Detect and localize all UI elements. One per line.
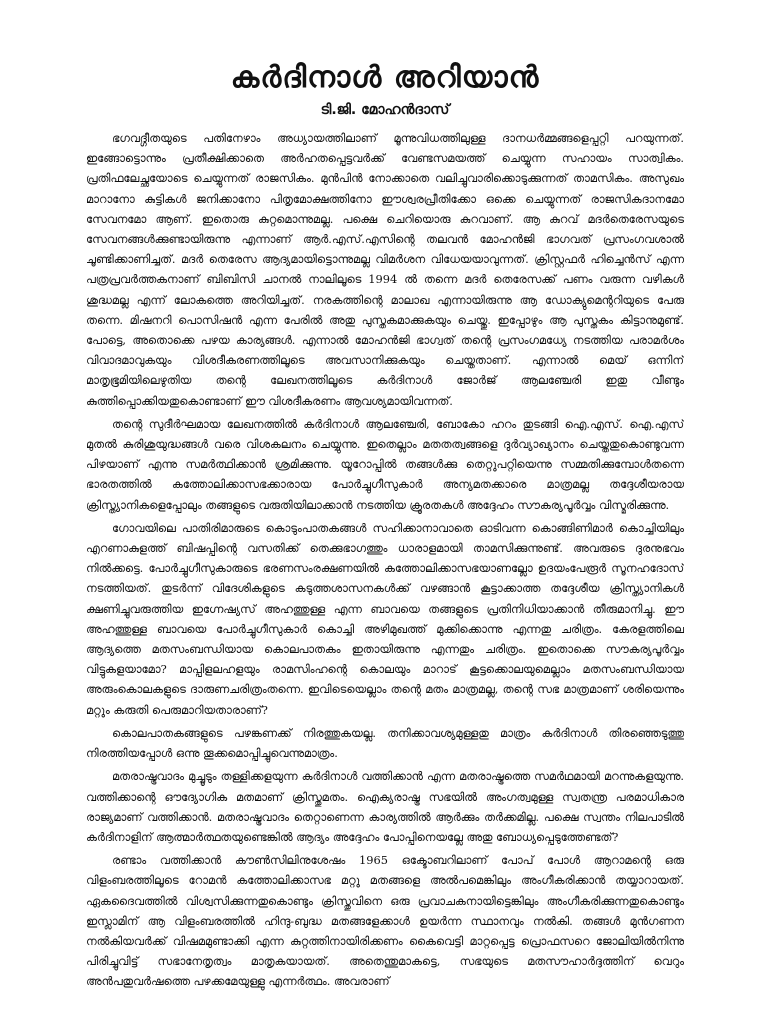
article-author: ടി.ജി. മോഹൻദാസ് (320, 102, 450, 118)
paragraph: ഗോവയിലെ പാതിരിമാരുടെ കൊടുംപാതകങ്ങൾ സഹിക്കാനാവാതെ ഓടിവന്ന കൊങ്ങിണിമാർ കൊച്ചിയിലും എറണാകുളത്ത് ബിഷപ്പിന്റെ വസതിക്ക് തെക്കുഭാഗത്തും ധാരാളമായി താമസിക്കുന്നുണ്ട്. അവരുടെ ദുരനുഭവം നിൽക്കട്ടെ. പോർച്ചുഗീസുകാരുടെ ഭരണസംരക്ഷണയിൽ കത്തോലിക്കാസഭയാണല്ലോ ഉദയംപേരൂർ സൂനഹദോസ് നടത്തിയത്. തുടർന്ന് വിദേശികളുടെ കടുത്തശാസനകൾക്ക് വഴങ്ങാൻ കൂട്ടാക്കാത്ത തദ്ദേശീയ ക്രിസ്ത്യാനികൾ ക്ഷണിച്ചുവരുത്തിയ ഇഗ്നേഷ്യസ് അഹത്തുള്ള എന്ന ബാവയെ തങ്ങളുടെ പ്രതിനിധിയാക്കാൻ തീരുമാനിച്ചു. ഈ അഹത്തുള്ള ബാവയെ പോർച്ചുഗീസുകാർ കൊച്ചി അഴിമുഖത്ത് മുക്കിക്കൊന്നു എന്നതു ചരിത്രം. കേരളത്തിലെ ആദ്യത്തെ മതസംബന്ധിയായ കൊലപാതകം ഇതായിരുന്നു എന്നതും ചരിത്രം. ഇതൊക്കെ സൗകര്യപൂർവ്വം വിട്ടുകളയാമോ? മാപ്പിളലഹളയും രാമസിംഹന്റെ കൊലയും മാറാട് കൂട്ടക്കൊലയുമെല്ലാം മതസംബന്ധിയായ അരുംകൊലകളുടെ ദാരുണചരിത്രംതന്നെ. ഇവിടെയെല്ലാം തന്റെ മതം മാത്രമല്ല, തന്റെ സഭ മാത്രമാണ് ശരിയെന്നും മറ്റും കരുതി പെരുമാറിയതാരാണ്? (86, 520, 684, 717)
paragraph: രണ്ടാം വത്തിക്കാൻ കൗൺസിലിനുശേഷം 1965 ഒക്ടോബറിലാണ് പോപ് പോൾ ആറാമന്റെ ഒരു വിളംബരത്തിലൂടെ റോമൻ കത്തോലിക്കാസഭ മറ്റു മതങ്ങളെ അൽപമെങ്കിലും അംഗീകരിക്കാൻ തയ്യാറായത്. ഏകദൈവത്തിൽ വിശ്വസിക്കുന്നതുകൊണ്ടും ക്രിസ്തുവിനെ ഒരു പ്രവാചകനായിട്ടെങ്കിലും അംഗീകരിക്കുന്നതുകൊണ്ടും ഇസ്ലാമിന് ആ വിളംബരത്തിൽ ഹിന്ദു-ബുദ്ധ മതങ്ങളേക്കാൾ ഉയർന്ന സ്ഥാനവും നൽകി. തങ്ങൾ മുൻഗണന നൽകിയവർക്ക് വിഷമമുണ്ടാക്കി എന്ന കുറ്റത്തിനായിരിക്കണം കൈവെട്ടി മാറ്റപ്പെട്ട പ്രൊഫസറെ ജോലിയിൽനിന്നു പിരിച്ചുവിട്ട് സഭാനേതൃത്വം മാതൃകയായത്. അതെന്തുമാകട്ടെ, സഭയുടെ മതസൗഹാർദ്ദത്തിന് വെറും അൻപതുവർഷത്തെ പഴക്കമേയുള്ളു എന്നർത്ഥം. അവരാണ് (86, 853, 684, 989)
article-page (86, 58, 684, 1016)
paragraph: മതരാഷ്ട്രവാദം മുച്ചൂടും തള്ളിക്കളയുന്ന കർദിനാൾ വത്തിക്കാൻ എന്ന മതരാഷ്ട്രത്തെ സമർഥമായി മറന്നുകളയുന്നു. വത്തിക്കാന്റെ ഔദ്യോഗിക മതമാണ് ക്രിസ്തുമതം. ഐക്യരാഷ്ട്ര സഭയിൽ അംഗത്വമുള്ള സ്വതന്ത്ര പരമാധികാര രാജ്യമാണ് വത്തിക്കാൻ. മതരാഷ്ട്രവാദം തെറ്റാണെന്ന കാര്യത്തിൽ ആർക്കും തർക്കമില്ല. പക്ഷെ സ്വന്തം നിലപാടിൽ കർദിനാളിന് ആത്മാർത്ഥതയുണ്ടെങ്കിൽ ആദ്യം അദ്ദേഹം പോപ്പിനെയല്ലേ അതു ബോധ്യപ്പെടുത്തേണ്ടത്? (86, 769, 684, 844)
article-title: കർദിനാൾ അറിയാൻ (230, 60, 540, 95)
paragraph: തന്റെ സുദീർഘമായ ലേഖനത്തിൽ കർദിനാൾ ആലഞ്ചേരി, ബോകോ ഹറം തുടങ്ങി ഐ.എസ്. ഐ.എസ് മുതൽ കുരിശുയുദ്ധങ്ങൾ വരെ വിശകലനം ചെയ്യുന്നു. ഇതെല്ലാം മതതത്വങ്ങളെ ദുർവ്യാഖ്യാനം ചെയ്തതുകൊണ്ടുവന്ന പിഴയാണ് എന്നു സമർത്ഥിക്കാൻ ശ്രമിക്കുന്നു. യൂറോപ്പിൽ തങ്ങൾക്കു തെറ്റുപറ്റിയെന്നു സമ്മതിക്കുമ്പോൾതന്നെ ഭാരതത്തിൽ കത്തോലിക്കാസഭക്കാരായ പോർച്ചുഗീസുകാർ അന്യമതക്കാരെ മാത്രമല്ല തദ്ദേശീയരായ ക്രിസ്ത്യാനികളെപ്പോലും തങ്ങളുടെ വരുതിയിലാക്കാൻ നടത്തിയ ക്രൂരതകൾ അദ്ദേഹം സൗകര്യപൂർവ്വം വിസ്മരിക്കുന്നു. (86, 416, 684, 512)
paragraph: ഭഗവദ്ഗീതയുടെ പതിനേഴാം അധ്യായത്തിലാണ് മൂന്നുവിധത്തിലുള്ള ദാനധർമ്മങ്ങളെപ്പറ്റി പറയുന്നത്. ഇങ്ങോട്ടൊന്നും പ്രതീക്ഷിക്കാതെ അർഹതപ്പെട്ടവർക്ക് വേണ്ടസമയത്ത് ചെയ്യുന്ന സഹായം സാത്വികം. പ്രതിഫലേച്ഛയോടെ ചെയ്യുന്നത് രാജസികം. മുൻപിൻ നോക്കാതെ വലിച്ചുവാരിക്കൊടുക്കുന്നത് താമസികം. അസുഖം മാറാനോ കുട്ടികൾ ജനിക്കാനോ പിതൃമോക്ഷത്തിനോ ഈശ്വരപ്രീതിക്കോ ഒക്കെ ചെയ്യുന്നത് രാജസികദാനമോ സേവനമോ ആണ്. ഇതൊരു കുറ്റമൊന്നുമല്ല. പക്ഷെ ചെറിയൊരു കുറവാണ്. ആ കുറവ് മദർതെരേസയുടെ സേവനങ്ങൾക്കുണ്ടായിരുന്നു എന്നാണ് ആർ.എസ്.എസിന്റെ തലവൻ മോഹൻജി ഭാഗവത് പ്രസംഗവശാൽ ചൂണ്ടിക്കാണിച്ചത്. മദർ തെരേസ ആദ്യമായിട്ടൊന്നുമല്ല വിമർശന വിധേയയാവുന്നത്. ക്രിസ്റ്റഫർ ഹിച്ചെൻസ് എന്ന പത്രപ്രവർത്തകനാണ് ബിബിസി ചാനൽ നാലിലൂടെ 1994 ൽ തന്നെ മദർ തെരേസക്ക് പണം വരുന്ന വഴികൾ ശുദ്ധമല്ല എന്ന് ലോകത്തെ അറിയിച്ചത്. നരകത്തിന്റെ മാലാഖ എന്നായിരുന്നു ആ ഡോക്യുമെന്ററിയുടെ പേരു തന്നെ. മിഷനറി പൊസിഷൻ എന്ന പേരിൽ അതു പുസ്തകമാക്കുകയും ചെയ്തു. ഇപ്പോഴും ആ പുസ്തകം കിട്ടാനുമുണ്ട്. പോട്ടെ, അതൊക്കെ പഴയ കാര്യങ്ങൾ. എന്നാൽ മോഹൻജി ഭാഗ്വത് തന്റെ പ്രസംഗമധ്യേ നടത്തിയ പരാമർശം വിവാദമാവുകയും വിശദീകരണത്തിലൂടെ അവസാനിക്കുകയും ചെയ്തതാണ്. എന്നാൽ മെയ് ഒന്നിന് മാതൃഭൂമിയിലെഴുതിയ തന്റെ ലേഖനത്തിലൂടെ കർദിനാൾ ജോർജ് ആലഞ്ചേരി ഇതു വീണ്ടും കുത്തിപ്പൊക്കിയതുകൊണ്ടാണ് ഈ വിശദീകരണം ആവശ്യമായിവന്നത്. (86, 131, 684, 408)
paragraph: കൊലപാതകങ്ങളുടെ പഴങ്കണക്ക് നിരത്തുകയല്ല. തനിക്കാവശ്യമുള്ളതു മാത്രം കർദിനാൾ തിരഞ്ഞെടുത്തു നിരത്തിയപ്പോൾ ഒന്നു തൂക്കമൊപ്പിച്ചുവെന്നുമാത്രം. (86, 725, 684, 761)
article-body (86, 128, 684, 992)
